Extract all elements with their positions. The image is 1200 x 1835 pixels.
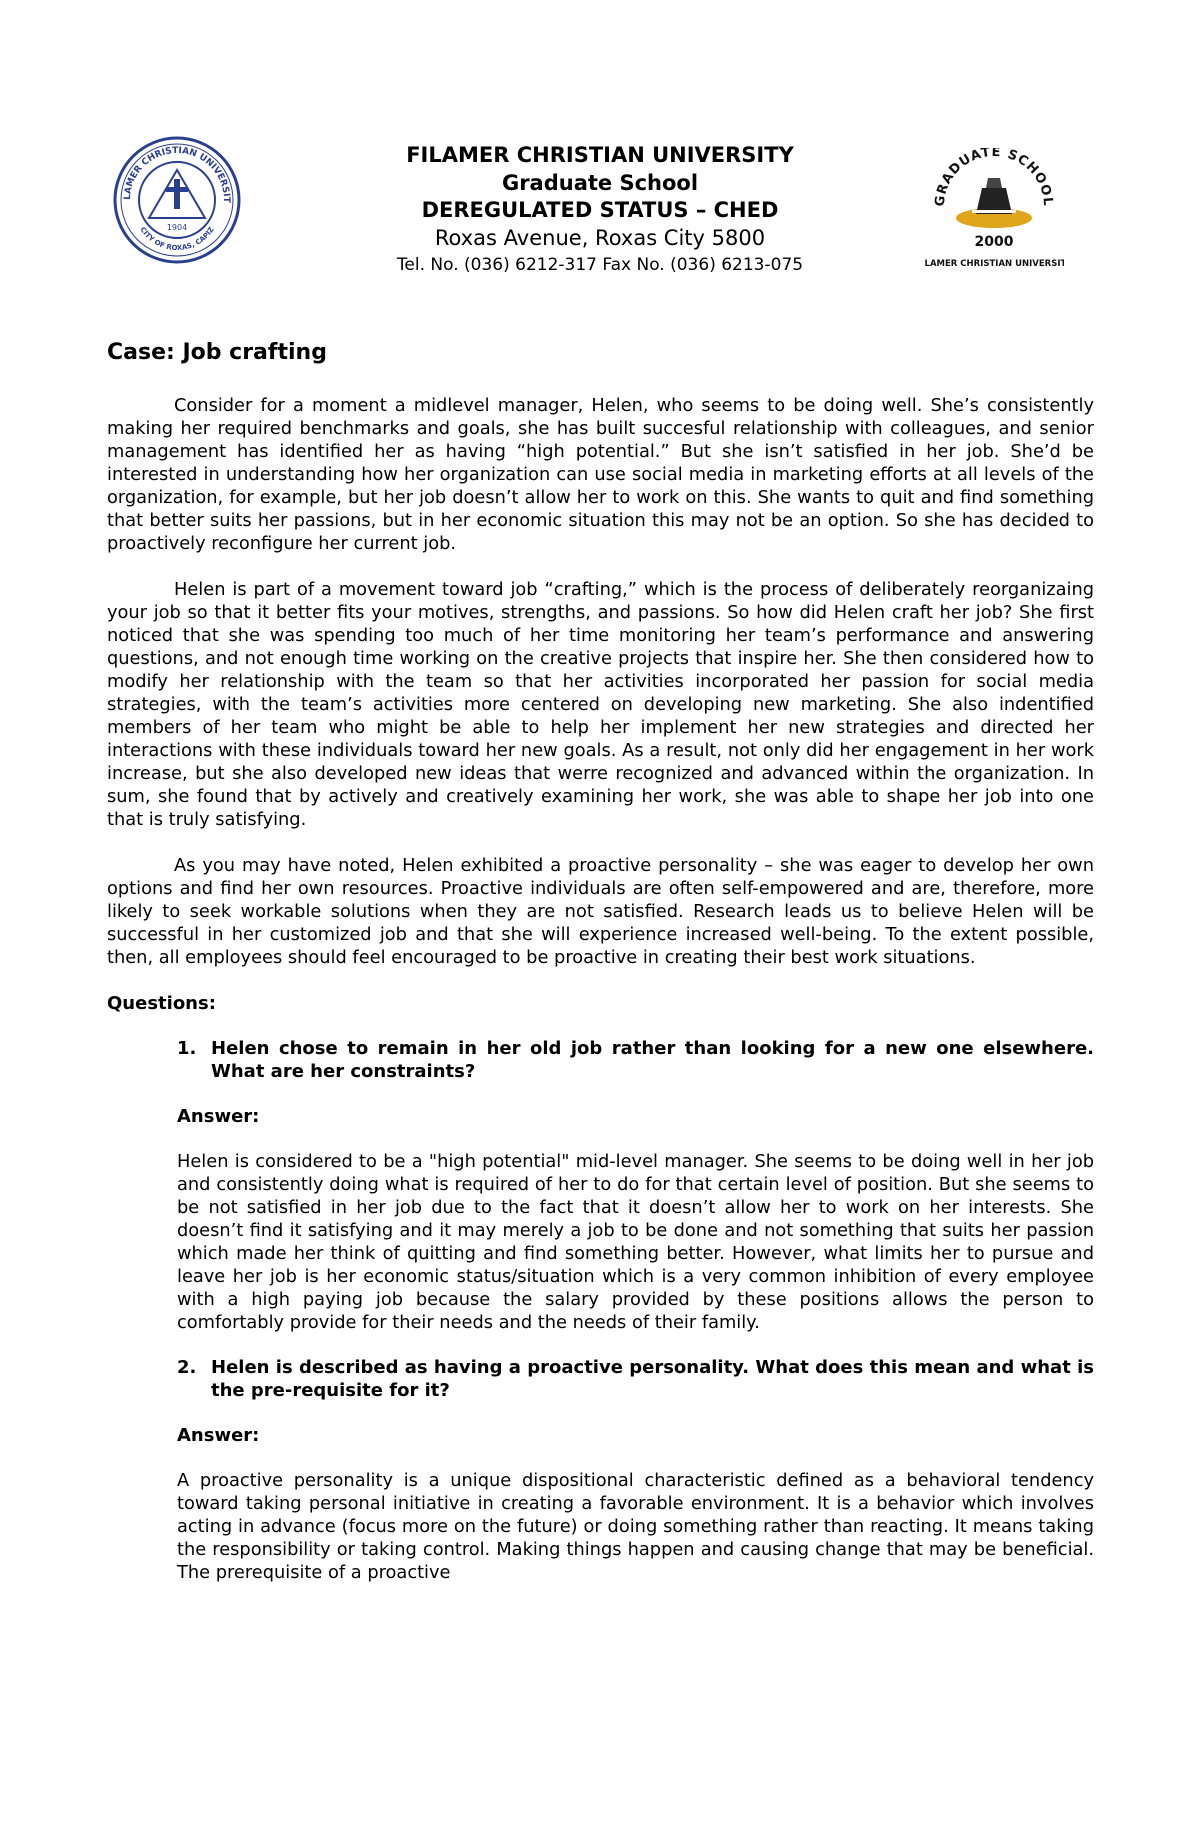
gs-arc-text: GRADUATE SCHOOL [932,148,1056,208]
address-line: Roxas Avenue, Roxas City 5800 [434,225,766,250]
case-paragraph-1: Consider for a moment a midlevel manager, Helen, who seems to be doing well. She’s consistently making her required benchmarks and goals, she has built succesful relationship with colleagues, and senior management has identified her as having “high potential.” But she isn’t satisfied in her job. She’d be interested in understanding how her organization can use social media in marketing efforts at all levels of the organization, for example, but her job doesn’t allow her to work on this. She wants to quit and find something that better suits her passions, but in her economic situation this may not be an option. So she has decided to proactively reconfigure her current job. [107,395,1094,554]
seal-year: 1904 [166,223,188,232]
graduate-school-logo [924,148,1064,272]
gs-caption: LAMER CHRISTIAN UNIVERSIT [924,259,1064,269]
university-seal-logo [112,135,242,265]
contact-line: Tel. No. (036) 6212-317 Fax No. (036) 6213-075 [396,255,804,275]
university-name: FILAMER CHRISTIAN UNIVERSITY [406,143,794,167]
status-line: DEREGULATED STATUS – CHED [421,198,779,222]
school-name: Graduate School [501,170,699,195]
document-body [107,394,1094,1606]
question-text: Helen chose to remain in her old job rather than looking for a new one elsewhere. What are her constraints? [211,1038,1094,1082]
seal-top-text: LAMER CHRISTIAN UNIVERSIT [122,145,232,203]
question-item-1 [177,1037,1094,1334]
gs-year: 2000 [974,234,1014,250]
answer-label: Answer: [177,1106,260,1127]
question-number: 1. [177,1038,197,1059]
question-text: Helen is described as having a proactive personality. What does this mean and what is the pre-requisite for it? [211,1357,1094,1401]
letterhead [300,142,900,280]
questions-heading: Questions: [107,993,216,1014]
case-paragraph-3: As you may have noted, Helen exhibited a proactive personality – she was eager to develop her own options and find her own resources. Proactive individuals are often self-empowered and are, therefore, more likely to seek workable solutions when they are not satisfied. Research leads us to believe Helen will be successful in her customized job and that she will experience increased well-being. To the extent possible, then, all employees should feel encouraged to be proactive in creating their best work situations. [107,855,1094,968]
case-title: Case: Job crafting [107,340,327,365]
question-item-2 [177,1356,1094,1584]
seal-bottom-text: CITY OF ROXAS, CAPIZ [138,225,216,253]
answer-label: Answer: [177,1425,260,1446]
answer-text: Helen is considered to be a "high potential" mid-level manager. She seems to be doing well in her job and consistently doing what is required of her to do for that certain level of position. But she seems to be not satisfied in her job due to the fact that it doesn’t allow her to work on her interests. She doesn’t find it satisfying and it may merely a job to be done and not something that suits her passion which made her think of quitting and find something better. However, what limits her to pursue and leave her job is her economic status/situation which is a very common inhibition of every employee with a high paying job because the salary provided by these positions allows the person to comfortably provide for their needs and the needs of their family. [177,1151,1094,1333]
answer-text: A proactive personality is a unique dispositional characteristic defined as a behavioral tendency toward taking personal initiative in creating a favorable environment. It is a behavior which involves acting in advance (focus more on the future) or doing something rather than reacting. It means taking the responsibility or taking control. Making things happen and causing change that may be beneficial. The prerequisite of a proactive [177,1470,1094,1583]
case-paragraph-2: Helen is part of a movement toward job “crafting,” which is the process of deliberately reorganizaing your job so that it better fits your motives, strengths, and passions. So how did Helen craft her job? She first noticed that she was spending too much of her time monitoring her team’s performance and answering questions, and not enough time working on the creative projects that inspire her. She then considered how to modify her relationship with the team so that her activities incorporated her passion for social media strategies, with the team’s activities more centered on developing new marketing. She also indentified members of her team who might be able to help her implement her new strategies and directed her interactions with these individuals toward her new goals. As a result, not only did her engagement in her work increase, but she also developed new ideas that werre recognized and advanced within the organization. In sum, she found that by actively and creatively examining her work, she was able to shape her job into one that is truly satisfying. [107,579,1094,830]
question-number: 2. [177,1357,197,1378]
